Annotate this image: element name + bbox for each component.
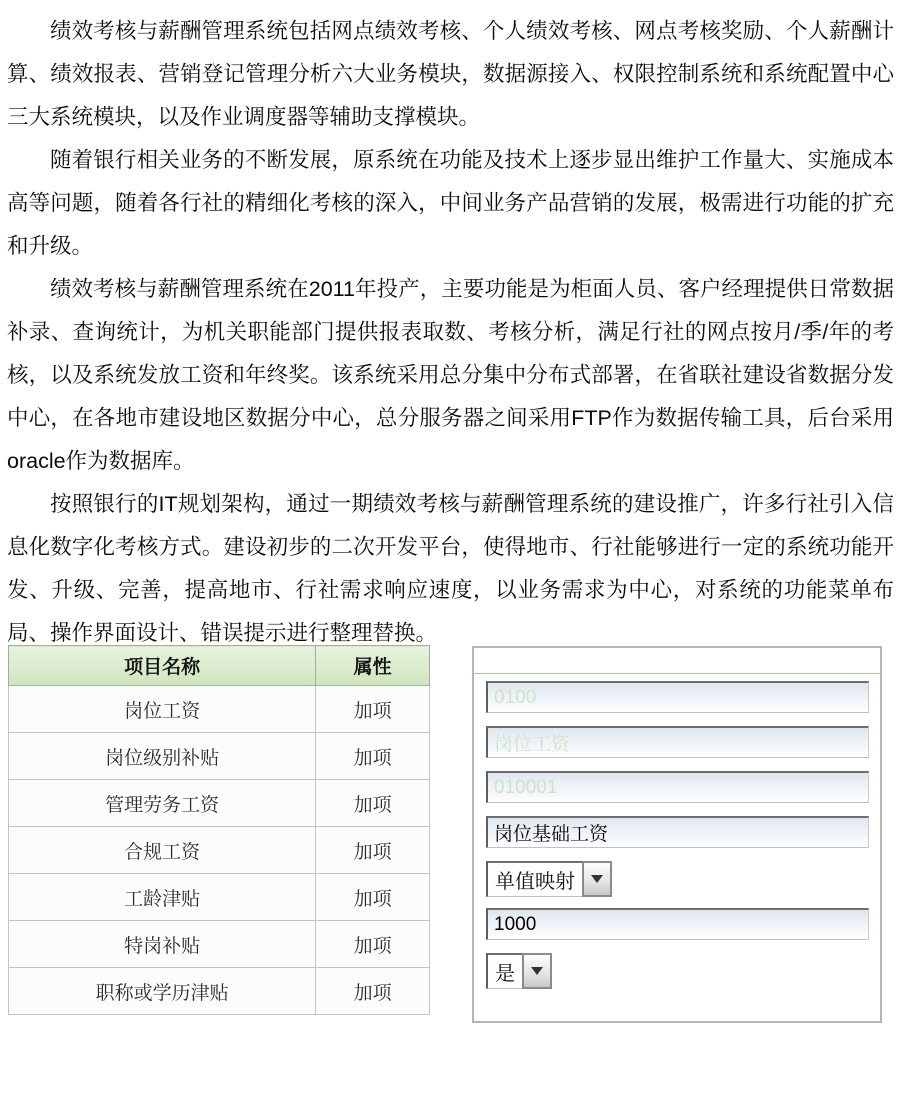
panel-top-strip bbox=[474, 648, 880, 674]
table-row bbox=[9, 733, 430, 780]
table-row bbox=[9, 686, 430, 733]
item-name-cell: 工龄津贴 bbox=[9, 874, 316, 921]
item-attr-cell: 加项 bbox=[316, 874, 430, 921]
item-name-cell: 管理劳务工资 bbox=[9, 780, 316, 827]
item-attr-cell: 加项 bbox=[316, 780, 430, 827]
item-attr-cell: 加项 bbox=[316, 827, 430, 874]
paragraph-problems: 随着银行相关业务的不断发展，原系统在功能及技术上逐步显出维护工作量大、实施成本高等问题，随着各行社的精细化考核的深入，中间业务产品营销的发展，极需进行功能的扩充和升级。 bbox=[7, 148, 894, 258]
table-row bbox=[9, 921, 430, 968]
enabled-flag-value[interactable]: 是 bbox=[486, 953, 522, 989]
item-attr-cell: 加项 bbox=[316, 733, 430, 780]
enabled-flag-select[interactable] bbox=[486, 953, 552, 989]
base-wage-name-input[interactable] bbox=[486, 816, 869, 848]
table-row bbox=[9, 780, 430, 827]
item-id-input bbox=[486, 771, 869, 803]
chevron-down-icon bbox=[531, 967, 543, 975]
column-header-item-name: 项目名称 bbox=[9, 646, 316, 686]
panel-body bbox=[474, 674, 880, 1000]
item-name-cell: 职称或学历津贴 bbox=[9, 968, 316, 1015]
item-code-input bbox=[486, 681, 869, 713]
table-row bbox=[9, 874, 430, 921]
column-header-attribute: 属性 bbox=[316, 646, 430, 686]
document-text bbox=[7, 10, 894, 655]
item-attr-cell: 加项 bbox=[316, 968, 430, 1015]
paragraph-history: 绩效考核与薪酬管理系统在2011年投产，主要功能是为柜面人员、客户经理提供日常数据补录、查询统计，为机关职能部门提供报表取数、考核分析，满足行社的网点按月/季/年的考核，以及系统发放工资和年终奖。该系统采用总分集中分布式部署，在省联社建设省数据分发中心，在各地市建设地区数据分中心，总分服务器之间采用FTP作为数据传输工具，后台采用oracle作为数据库。 bbox=[7, 277, 894, 473]
chevron-down-icon bbox=[591, 875, 603, 883]
amount-input[interactable] bbox=[486, 908, 869, 940]
salary-item-edit-panel bbox=[472, 646, 882, 1023]
item-name-cell: 岗位工资 bbox=[9, 686, 316, 733]
item-name-input bbox=[486, 726, 869, 758]
enabled-flag-dropdown-button[interactable] bbox=[522, 953, 552, 989]
item-attr-cell: 加项 bbox=[316, 686, 430, 733]
item-name-cell: 特岗补贴 bbox=[9, 921, 316, 968]
paragraph-modules: 绩效考核与薪酬管理系统包括网点绩效考核、个人绩效考核、网点考核奖励、个人薪酬计算、绩效报表、营销登记管理分析六大业务模块，数据源接入、权限控制系统和系统配置中心三大系统模块，以及作业调度器等辅助支撑模块。 bbox=[7, 19, 894, 129]
item-name-cell: 合规工资 bbox=[9, 827, 316, 874]
item-name-cell: 岗位级别补贴 bbox=[9, 733, 316, 780]
salary-items-table bbox=[8, 645, 430, 1015]
table-row bbox=[9, 968, 430, 1015]
mapping-type-dropdown-button[interactable] bbox=[582, 861, 612, 897]
mapping-type-value[interactable]: 单值映射 bbox=[486, 861, 582, 897]
table-header-row bbox=[9, 646, 430, 686]
mapping-type-select[interactable] bbox=[486, 861, 612, 897]
table-row bbox=[9, 827, 430, 874]
paragraph-plan: 按照银行的IT规划架构，通过一期绩效考核与薪酬管理系统的建设推广，许多行社引入信息化数字化考核方式。建设初步的二次开发平台，使得地市、行社能够进行一定的系统功能开发、升级、完善，提高地市、行社需求响应速度，以业务需求为中心，对系统的功能菜单布局、操作界面设计、错误提示进行整理替换。 bbox=[7, 492, 894, 645]
item-attr-cell: 加项 bbox=[316, 921, 430, 968]
